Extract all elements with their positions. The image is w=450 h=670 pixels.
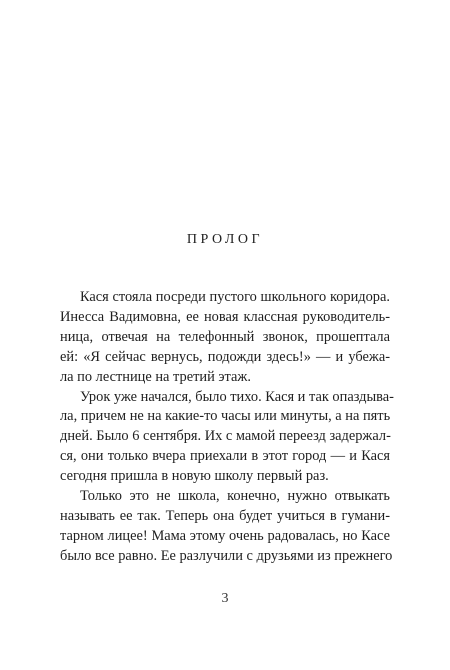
- text-line: ся, они только вчера приехали в этот город — и Кася: [60, 448, 390, 465]
- chapter-heading: ПРОЛОГ: [186, 232, 264, 247]
- body-text: [60, 288, 394, 567]
- text-line: называть ее так. Теперь она будет учиться в гумани-: [60, 507, 390, 524]
- text-line: ла, причем не на какие-то часы или минуты, а на пять: [60, 408, 391, 425]
- text-line: Инесса Вадимовна, ее новая классная руководитель-: [60, 308, 390, 325]
- page-number: 3: [221, 591, 229, 606]
- paragraph: [60, 487, 393, 567]
- text-line: ей: «Я сейчас вернусь, подожди здесь!» — и убежа-: [60, 348, 390, 365]
- text-line: тарном лицее! Мама этому очень радовалась, но Касе: [60, 527, 390, 544]
- text-line: ла по лестнице на третий этаж.: [60, 368, 251, 385]
- text-line: Только это не школа, конечно, нужно отвыкать: [80, 488, 390, 505]
- text-line: ница, отвечая на телефонный звонок, прошептала: [60, 328, 390, 345]
- text-line: дней. Было 6 сентября. Их с мамой переезд задержал-: [60, 428, 391, 445]
- text-line: Урок уже начался, было тихо. Кася и так опаздыва-: [80, 388, 394, 405]
- text-line: сегодня пришла в новую школу первый раз.: [60, 468, 329, 485]
- paragraph: [60, 388, 394, 488]
- text-line: Кася стояла посреди пустого школьного коридора.: [80, 289, 390, 305]
- paragraph: [60, 288, 390, 388]
- text-line: было все равно. Ее разлучили с друзьями из прежнего: [60, 547, 393, 564]
